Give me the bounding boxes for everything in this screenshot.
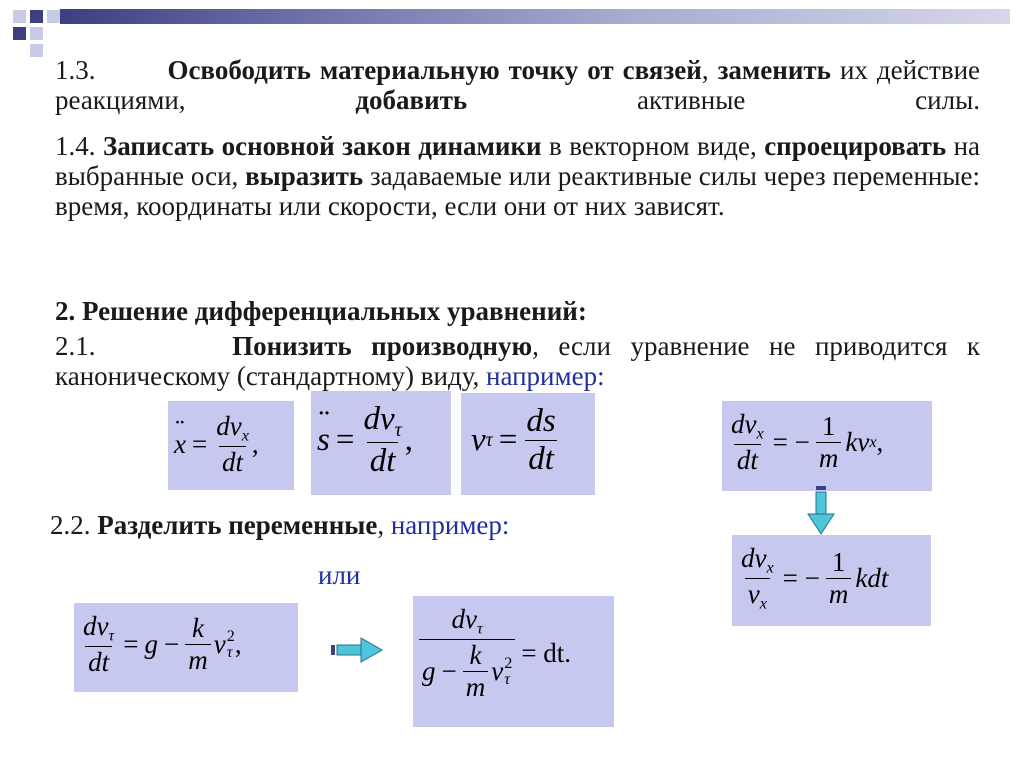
paragraph-2-2 bbox=[50, 510, 750, 540]
paragraph-2-1 bbox=[55, 331, 980, 391]
formula-lhs: v bbox=[471, 422, 486, 458]
subscript: τ bbox=[108, 626, 115, 645]
bold-text: Понизить производную bbox=[232, 331, 533, 361]
subscript: x bbox=[756, 424, 764, 443]
example-label: например: bbox=[390, 510, 510, 540]
equals-sign: = bbox=[123, 628, 139, 659]
fraction bbox=[360, 401, 404, 480]
subscript: τ bbox=[485, 429, 493, 451]
fraction bbox=[523, 403, 558, 478]
formula-lhs: ¨ s bbox=[317, 422, 330, 459]
subscript: τ bbox=[504, 670, 511, 689]
deco-square bbox=[13, 27, 26, 40]
example-label: например: bbox=[486, 361, 605, 391]
paragraph-1-3 bbox=[55, 55, 980, 115]
formula-resistance-ode bbox=[722, 401, 932, 491]
deco-square bbox=[47, 10, 60, 23]
equals-minus: = − bbox=[782, 562, 820, 593]
formula-acceleration-s bbox=[311, 391, 451, 495]
deco-square bbox=[30, 44, 43, 57]
superscript: 2 bbox=[226, 627, 235, 646]
bold-text: Освободить материальную точку от связей bbox=[167, 55, 702, 85]
subscript: τ bbox=[226, 643, 233, 662]
paragraph-1-4 bbox=[55, 131, 980, 221]
numerator: dv bbox=[216, 411, 242, 441]
formula-lhs: ¨ x bbox=[174, 429, 186, 460]
gravity: g bbox=[422, 655, 436, 686]
bold-text: Разделить переменные bbox=[97, 510, 378, 540]
fraction bbox=[738, 543, 777, 613]
comma: , bbox=[876, 426, 884, 457]
numerator: dv bbox=[363, 401, 395, 437]
subscript: x bbox=[766, 558, 774, 577]
subscript: τ bbox=[477, 619, 483, 638]
numerator: dv bbox=[83, 611, 109, 641]
superscript: 2 bbox=[504, 653, 513, 672]
equals-sign: = bbox=[335, 421, 355, 458]
text: , bbox=[377, 510, 391, 540]
fraction bbox=[463, 640, 489, 703]
denominator: v bbox=[747, 578, 760, 609]
formula-separated-resistance bbox=[732, 535, 931, 626]
subscript: τ bbox=[394, 418, 402, 441]
velocity: v bbox=[491, 655, 504, 686]
fraction bbox=[80, 611, 117, 678]
denominator: m bbox=[463, 671, 489, 703]
fraction bbox=[728, 409, 767, 476]
item-number: 2.1. bbox=[55, 331, 96, 361]
deco-square bbox=[30, 10, 43, 23]
bold-text: Записать основной закон динамики bbox=[102, 131, 542, 161]
minus-sign: − bbox=[164, 628, 180, 659]
fraction bbox=[213, 411, 252, 478]
equals-sign: = bbox=[191, 428, 208, 459]
item-number: 1.3. bbox=[55, 55, 96, 85]
equals-minus: = − bbox=[772, 426, 810, 457]
subscript: x bbox=[759, 594, 767, 613]
comma: , bbox=[234, 628, 242, 659]
comma: , bbox=[251, 428, 259, 459]
formula-separated-drag bbox=[413, 596, 614, 727]
text: на выбранные оси, bbox=[55, 131, 981, 191]
deco-square bbox=[30, 27, 43, 40]
numerator: k bbox=[469, 639, 482, 670]
bold-text: спроецировать bbox=[764, 131, 947, 161]
denominator: dt bbox=[525, 440, 557, 478]
text: активные силы. bbox=[467, 85, 980, 115]
denominator: dt bbox=[367, 442, 399, 480]
text: задаваемые или реактивные силы через переменные: время, координаты или скорости, если они от них зависят. bbox=[55, 161, 980, 221]
formula-acceleration-x bbox=[168, 401, 294, 490]
text: , bbox=[701, 55, 709, 85]
bold-text: заменить bbox=[717, 55, 831, 85]
fraction bbox=[419, 604, 515, 703]
rhs: kv bbox=[845, 426, 870, 457]
numerator: 1 bbox=[831, 546, 846, 577]
subscript: x bbox=[869, 432, 877, 451]
fraction bbox=[185, 613, 211, 676]
numerator: 1 bbox=[821, 410, 836, 441]
subscript: x bbox=[241, 426, 249, 445]
fraction bbox=[816, 411, 842, 474]
numerator: k bbox=[192, 612, 204, 643]
numerator: dv bbox=[741, 543, 767, 573]
denominator: m bbox=[185, 644, 211, 676]
rhs: = dt. bbox=[521, 637, 572, 668]
denominator: dt bbox=[85, 646, 112, 678]
minus-sign: − bbox=[441, 655, 457, 686]
numerator: dv bbox=[451, 604, 477, 634]
header-bar bbox=[60, 9, 1010, 24]
comma: , bbox=[404, 421, 413, 458]
denominator: dt bbox=[734, 444, 761, 476]
equals-sign: = bbox=[498, 422, 518, 458]
fraction bbox=[826, 547, 852, 610]
right-arrow-icon bbox=[331, 637, 383, 663]
numerator: ds bbox=[526, 403, 556, 439]
or-label: или bbox=[318, 560, 361, 590]
bold-text: добавить bbox=[355, 85, 468, 115]
formula-drag-ode bbox=[74, 603, 298, 692]
bold-text: выразить bbox=[245, 161, 364, 191]
velocity: v bbox=[213, 628, 226, 659]
denominator: m bbox=[826, 578, 852, 610]
section-2-title: 2. Решение дифференциальных уравнений: bbox=[55, 296, 587, 326]
down-arrow-icon bbox=[806, 486, 836, 536]
numerator: dv bbox=[731, 409, 757, 439]
formula-velocity bbox=[461, 393, 595, 495]
deco-square bbox=[13, 10, 26, 23]
denominator: dt bbox=[219, 446, 246, 478]
denominator: m bbox=[816, 442, 842, 474]
text: их действие реакциями, bbox=[55, 55, 981, 115]
text: , если уравнение не приводится к каноническому (стандартному) виду, bbox=[55, 331, 980, 391]
item-number: 1.4. bbox=[55, 131, 96, 161]
gravity: g bbox=[144, 628, 159, 659]
item-number: 2.2. bbox=[50, 510, 91, 540]
rhs: kdt bbox=[855, 562, 889, 593]
text: в векторном виде, bbox=[541, 131, 765, 161]
